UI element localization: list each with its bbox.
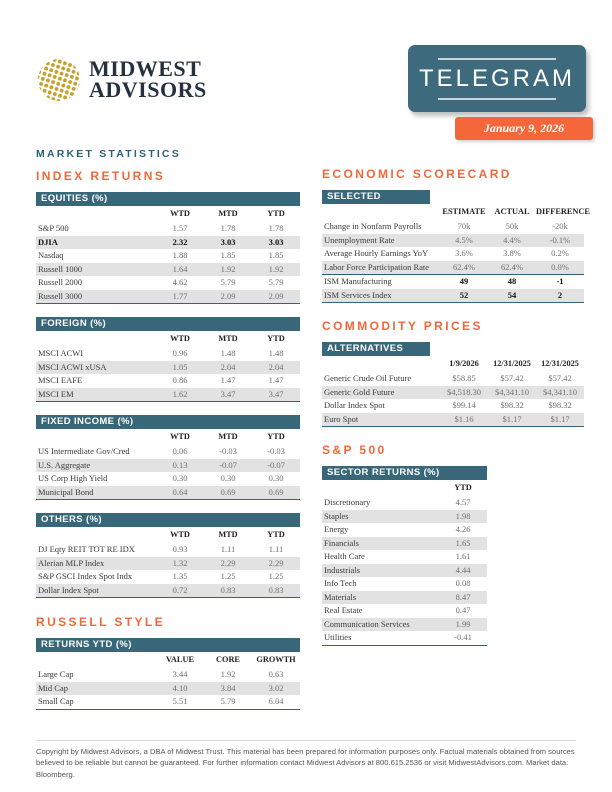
column-header: DIFFERENCE <box>536 207 590 216</box>
row-label: Small Cap <box>38 696 74 706</box>
table-row <box>36 486 300 500</box>
fixed-income-table <box>36 429 300 500</box>
cell-value: 1.11 <box>268 544 284 554</box>
cell-value: 0.72 <box>172 584 188 595</box>
cell-value: 1.48 <box>268 348 284 358</box>
cell-value: 2.09 <box>220 290 236 301</box>
cell-value: 4.26 <box>455 524 471 534</box>
table-row <box>322 523 487 537</box>
cell-value: 1.57 <box>172 223 188 233</box>
cell-value: 0.2% <box>551 248 569 258</box>
table-row <box>322 591 487 605</box>
row-label: Generic Crude Oil Future <box>324 373 412 383</box>
cell-value: 2.29 <box>268 557 284 568</box>
table-row <box>322 220 584 234</box>
table-row <box>36 222 300 236</box>
row-label: ISM Services Index <box>324 289 392 300</box>
column-header: WTD <box>170 334 190 343</box>
cell-value: 2.04 <box>220 361 236 372</box>
cell-value: 0.08 <box>455 578 471 588</box>
table-row <box>322 234 584 248</box>
column-header: WTD <box>170 530 190 539</box>
foreign-table <box>36 331 300 402</box>
cell-value: 1.78 <box>220 223 236 233</box>
row-label: Materials <box>324 591 357 602</box>
selected-releases-table <box>322 204 590 303</box>
cell-value: 62.4% <box>501 261 523 272</box>
cell-value: $99.14 <box>452 400 476 410</box>
masthead-rule-top <box>438 58 556 60</box>
row-label: Energy <box>324 524 349 534</box>
cell-value: $57.42 <box>500 373 524 383</box>
returns-ytd-table <box>36 652 300 710</box>
row-label: US Intermediate Gov/Cred <box>38 446 130 456</box>
cell-value: 4.5% <box>455 234 473 245</box>
section-title-sp500: S&P 500 <box>322 443 387 457</box>
cell-value: 0.96 <box>172 348 188 358</box>
table-row <box>36 472 300 486</box>
row-label: Industrials <box>324 564 360 575</box>
returns-ytd-title-bar: RETURNS YTD (%) <box>36 638 300 652</box>
cell-value: 62.4% <box>453 261 475 272</box>
brand-line-1: MIDWEST <box>89 56 202 82</box>
cell-value: 5.51 <box>172 696 188 706</box>
cell-value: 0.83 <box>268 584 284 595</box>
row-label: MSCI ACWI xUSA <box>38 361 107 372</box>
cell-value: 0.30 <box>220 473 236 483</box>
alternatives-section <box>322 342 584 427</box>
cell-value: 54 <box>507 289 517 300</box>
column-header: YTD <box>454 483 472 492</box>
cell-value: 48 <box>507 276 517 286</box>
row-label: Dollar Index Spot <box>324 400 385 410</box>
globe-icon <box>36 57 82 103</box>
cell-value: 1.92 <box>268 263 284 274</box>
row-label: Municipal Bond <box>38 486 94 497</box>
cell-value: 3.47 <box>220 388 236 399</box>
row-label: S&P GSCI Index Spot Indx <box>38 571 133 581</box>
right-column <box>322 167 590 653</box>
table-row <box>36 445 300 459</box>
brand-line-2: ADVISORS <box>89 77 207 102</box>
column-header: ACTUAL <box>494 207 530 216</box>
column-header: GROWTH <box>256 655 296 664</box>
cell-value: -0.1% <box>549 234 571 245</box>
masthead-rule-bottom <box>438 98 556 100</box>
cell-value: 2 <box>557 289 563 300</box>
cell-value: 3.84 <box>220 682 236 693</box>
masthead-title: TELEGRAM <box>418 64 576 92</box>
cell-value: 1.77 <box>172 290 188 301</box>
cell-value: 3.03 <box>268 236 284 247</box>
table-row <box>322 618 487 632</box>
table-row <box>36 388 300 402</box>
row-label: MSCI EAFE <box>38 375 83 385</box>
sector-returns-title-bar: SECTOR RETURNS (%) <box>322 466 487 480</box>
cell-value: 5.79 <box>220 696 236 706</box>
cell-value: 0.47 <box>455 605 471 615</box>
cell-value: 0.30 <box>268 473 284 483</box>
table-row <box>36 459 300 473</box>
table-row <box>322 413 584 427</box>
column-header-row <box>36 206 300 222</box>
section-title-russell-style: RUSSELL STYLE <box>36 615 165 629</box>
cell-value: $1.16 <box>454 413 474 424</box>
column-header-row <box>36 429 300 445</box>
row-label: Nasdaq <box>38 250 64 260</box>
cell-value: 3.6% <box>455 248 473 258</box>
cell-value: -20k <box>552 221 568 231</box>
cell-value: 50k <box>505 221 519 231</box>
cell-value: 1.47 <box>220 375 236 385</box>
column-header: 12/31/2025 <box>493 359 531 368</box>
alternatives-table <box>322 356 584 427</box>
cell-value: 4.44 <box>455 564 471 575</box>
table-row <box>322 537 487 551</box>
table-row <box>36 543 300 557</box>
section-title-market-statistics: MARKET STATISTICS <box>36 148 181 160</box>
section-title-economic-scorecard: ECONOMIC SCORECARD <box>322 167 512 181</box>
cell-value: -0.07 <box>219 459 237 470</box>
row-label: DJIA <box>38 236 58 247</box>
table-row <box>36 557 300 571</box>
cell-value: 52 <box>459 289 469 300</box>
row-label: Large Cap <box>38 669 74 679</box>
equities-title-bar: EQUITIES (%) <box>36 192 300 206</box>
table-row <box>322 564 487 578</box>
row-label: U.S. Aggregate <box>38 459 91 470</box>
table-row <box>322 604 487 618</box>
column-header: MTD <box>218 209 238 218</box>
cell-value: 0.0% <box>551 261 569 272</box>
equities-section <box>36 192 300 304</box>
table-row <box>322 274 584 289</box>
row-label: Dollar Index Spot <box>38 584 99 595</box>
column-header: 1/9/2026 <box>449 359 479 368</box>
row-label: Russell 2000 <box>38 277 83 287</box>
cell-value: -1 <box>556 276 564 286</box>
column-header: ESTIMATE <box>442 207 486 216</box>
table-row <box>322 631 487 645</box>
cell-value: 1.62 <box>172 388 188 399</box>
others-section <box>36 513 300 598</box>
column-header-row <box>36 331 300 347</box>
cell-value: 0.06 <box>172 446 188 456</box>
cell-value: $58.85 <box>452 373 476 383</box>
cell-value: $1.17 <box>502 413 522 424</box>
cell-value: 2.32 <box>172 236 188 247</box>
row-label: Staples <box>324 510 349 521</box>
cell-value: 2.04 <box>268 361 284 372</box>
cell-value: 3.8% <box>503 248 521 258</box>
cell-value: 1.78 <box>268 223 284 233</box>
row-label: Health Care <box>324 551 365 561</box>
table-row <box>36 249 300 263</box>
row-label: US Corp High Yield <box>38 473 108 483</box>
table-row <box>322 577 487 591</box>
cell-value: 70k <box>457 221 471 231</box>
cell-value: 0.86 <box>172 375 188 385</box>
cell-value: 1.64 <box>172 263 188 274</box>
cell-value: 1.05 <box>172 361 188 372</box>
row-label: Euro Spot <box>324 413 359 424</box>
cell-value: 1.65 <box>455 537 471 548</box>
table-row <box>36 263 300 277</box>
cell-value: 0.63 <box>268 669 284 679</box>
row-label: Real Estate <box>324 605 363 615</box>
cell-value: 0.64 <box>172 486 188 497</box>
others-title-bar: OTHERS (%) <box>36 513 300 527</box>
column-header: WTD <box>170 432 190 441</box>
table-row <box>36 695 300 709</box>
column-header-row <box>36 652 300 668</box>
selected-releases-section <box>322 190 590 303</box>
left-column <box>36 148 300 717</box>
cell-value: 1.99 <box>455 618 471 629</box>
row-label: Discretionary <box>324 497 371 507</box>
row-label: Russell 1000 <box>38 263 83 274</box>
row-label: Change in Nonfarm Payrolls <box>324 221 422 231</box>
row-label: Generic Gold Future <box>324 386 395 397</box>
cell-value: 1.98 <box>455 510 471 521</box>
cell-value: -0.03 <box>219 446 237 456</box>
table-row <box>36 570 300 584</box>
table-row <box>36 584 300 598</box>
equities-table <box>36 206 300 304</box>
issue-date: January 9, 2026 <box>483 121 565 135</box>
row-label: MSCI EM <box>38 388 74 399</box>
cell-value: 1.48 <box>220 348 236 358</box>
column-header: VALUE <box>166 655 194 664</box>
column-header: YTD <box>267 530 285 539</box>
cell-value: -0.41 <box>454 632 472 642</box>
cell-value: 6.04 <box>268 696 284 706</box>
cell-value: 0.13 <box>172 459 188 470</box>
logo <box>36 57 207 103</box>
cell-value: 3.44 <box>172 669 188 679</box>
cell-value: 1.32 <box>172 557 188 568</box>
column-header: 12/31/2025 <box>541 359 579 368</box>
cell-value: $4,341.10 <box>543 386 577 397</box>
table-row <box>322 372 584 386</box>
column-header: WTD <box>170 209 190 218</box>
cell-value: $57.42 <box>548 373 572 383</box>
table-row <box>36 290 300 304</box>
cell-value: $98.32 <box>548 400 572 410</box>
column-header: MTD <box>218 334 238 343</box>
foreign-section <box>36 317 300 402</box>
sector-returns-table <box>322 480 487 646</box>
table-row <box>36 374 300 388</box>
row-label: ISM Manufacturing <box>324 276 392 286</box>
table-row <box>322 399 584 413</box>
row-label: Info Tech <box>324 578 357 588</box>
cell-value: 2.29 <box>220 557 236 568</box>
cell-value: -0.03 <box>267 446 285 456</box>
row-label: DJ Eqty REIT TOT RE IDX <box>38 544 135 554</box>
table-row <box>36 682 300 696</box>
table-row <box>322 289 584 303</box>
column-header-row <box>36 527 300 543</box>
cell-value: 4.57 <box>455 497 471 507</box>
cell-value: 2.09 <box>268 290 284 301</box>
cell-value: 1.11 <box>220 544 236 554</box>
cell-value: -0.07 <box>267 459 285 470</box>
cell-value: 0.69 <box>268 486 284 497</box>
table-row <box>322 261 584 275</box>
cell-value: $98.32 <box>500 400 524 410</box>
cell-value: 1.25 <box>220 571 236 581</box>
column-header: MTD <box>218 530 238 539</box>
table-row <box>36 236 300 250</box>
cell-value: 4.4% <box>503 234 521 245</box>
row-label: Alerian MLP Index <box>38 557 105 568</box>
table-row <box>36 276 300 290</box>
cell-value: 8.47 <box>455 591 471 602</box>
alternatives-title-bar: ALTERNATIVES <box>322 342 430 356</box>
fixed-income-section <box>36 415 300 500</box>
table-row <box>36 347 300 361</box>
row-label: Labor Force Participation Rate <box>324 261 430 272</box>
row-label: MSCI ACWI <box>38 348 84 358</box>
returns-ytd-section <box>36 638 300 710</box>
section-title-index-returns: INDEX RETURNS <box>36 169 166 183</box>
cell-value: 1.61 <box>455 551 471 561</box>
column-header: MTD <box>218 432 238 441</box>
row-label: Utilities <box>324 632 352 642</box>
table-row <box>322 386 584 400</box>
cell-value: 1.47 <box>268 375 284 385</box>
cell-value: $4,518.30 <box>447 386 481 397</box>
cell-value: 1.25 <box>268 571 284 581</box>
cell-value: 0.30 <box>172 473 188 483</box>
fixed-income-title-bar: FIXED INCOME (%) <box>36 415 300 429</box>
column-header: YTD <box>267 432 285 441</box>
cell-value: 49 <box>459 276 469 286</box>
cell-value: $4,341.10 <box>495 386 529 397</box>
row-label: Unemployment Rate <box>324 234 395 245</box>
column-header: YTD <box>267 209 285 218</box>
table-row <box>322 510 487 524</box>
others-table <box>36 527 300 598</box>
cell-value: 0.93 <box>172 544 188 554</box>
section-title-commodity-prices: COMMODITY PRICES <box>322 319 483 333</box>
selected-releases-title-bar: SELECTED RELEASES <box>322 190 430 204</box>
cell-value: 5.79 <box>268 277 284 287</box>
row-label: Russell 3000 <box>38 290 83 301</box>
table-row <box>322 550 487 564</box>
row-label: Financials <box>324 537 359 548</box>
cell-value: 5.79 <box>220 277 236 287</box>
cell-value: 0.83 <box>220 584 236 595</box>
row-label: Communication Services <box>324 618 410 629</box>
cell-value: 1.92 <box>220 669 236 679</box>
cell-value: 1.92 <box>220 263 236 274</box>
cell-value: 3.47 <box>268 388 284 399</box>
column-header-row <box>322 356 584 372</box>
table-row <box>322 247 584 261</box>
column-header: YTD <box>267 334 285 343</box>
row-label: Mid Cap <box>38 682 68 693</box>
row-label: Average Hourly Earnings YoY <box>324 248 429 258</box>
table-row <box>322 496 487 510</box>
column-header: CORE <box>216 655 240 664</box>
cell-value: 1.35 <box>172 571 188 581</box>
row-label: S&P 500 <box>38 223 69 233</box>
cell-value: 1.85 <box>220 250 236 260</box>
cell-value: 1.88 <box>172 250 188 260</box>
cell-value: 1.85 <box>268 250 284 260</box>
table-row <box>36 361 300 375</box>
foreign-title-bar: FOREIGN (%) <box>36 317 300 331</box>
cell-value: 3.03 <box>220 236 236 247</box>
cell-value: 3.02 <box>268 682 284 693</box>
cell-value: 0.69 <box>220 486 236 497</box>
sector-returns-section <box>322 466 487 646</box>
brand-name <box>89 56 207 102</box>
masthead-badge <box>408 45 586 112</box>
table-row <box>36 668 300 682</box>
footer-disclaimer: Copyright by Midwest Advisors, a DBA of Midwest Trust. This material has been prepared for information purposes only. Factual materials obtained from sources believed to be reliable but cannot be guaranteed. For further information contact Midwest Advisors at 800.615.2536 or visit MidwestAdvisors.com. Market data: Bloomberg. <box>36 740 576 780</box>
column-header-row <box>322 480 487 496</box>
cell-value: $1.17 <box>550 413 570 424</box>
cell-value: 4.10 <box>172 682 188 693</box>
cell-value: 4.62 <box>172 277 188 287</box>
issue-date-banner <box>455 117 593 140</box>
